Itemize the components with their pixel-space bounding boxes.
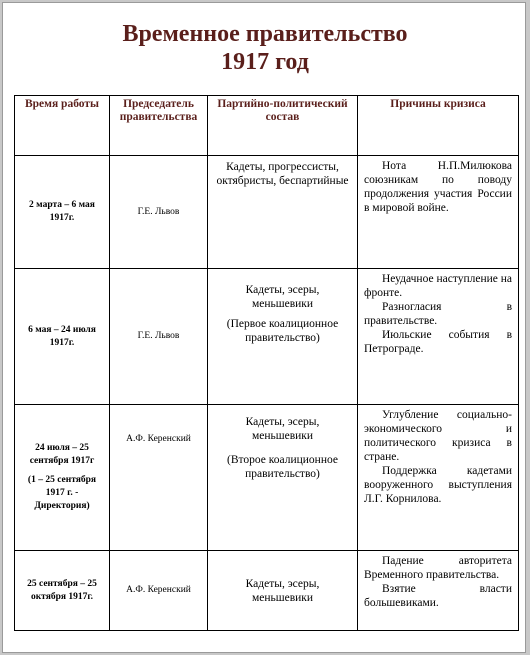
government-table: [14, 95, 519, 631]
period-note: (1 – 25 сентября 1917 г. - Директория): [27, 475, 97, 511]
period-cell: 25 сентября – 25 октября 1917г.: [15, 551, 110, 631]
party-cell: [208, 405, 358, 551]
party-cell: [208, 551, 358, 631]
party-text: Кадеты, эсеры, меньшевики: [245, 284, 320, 310]
header-cause: Причины кризиса: [358, 96, 519, 156]
chair-cell: Г.Е. Львов: [110, 156, 208, 269]
table-header-row: [15, 96, 519, 156]
cause-text: Падение авторитета Временного правительства.: [364, 555, 512, 581]
cause-text: Разногласия в правительстве.: [364, 301, 512, 327]
cause-text: Неудачное наступление на фронте.: [364, 273, 512, 299]
table-row: [15, 156, 519, 269]
party-cell: [208, 269, 358, 405]
document-page: [2, 2, 526, 653]
period-text: 24 июля – 25 сентября 1917г: [29, 443, 95, 466]
party-cell: [208, 156, 358, 269]
cause-text: Углубление социально-экономического и политического кризиса в стране.: [364, 409, 512, 463]
cause-text: Июльские события в Петрограде.: [364, 329, 512, 355]
cause-cell: [358, 269, 519, 405]
chair-cell: А.Ф. Керенский: [110, 551, 208, 631]
header-period: Время работы: [15, 96, 110, 156]
header-chair: Председатель правительства: [110, 96, 208, 156]
party-text: Кадеты, эсеры, меньшевики: [245, 416, 320, 442]
table-row: [15, 551, 519, 631]
cause-cell: [358, 156, 519, 269]
party-note: (Первое коалиционное правительство): [226, 318, 339, 344]
party-note: (Второе коалиционное правительство): [227, 454, 338, 480]
period-cell: 6 мая – 24 июля 1917г.: [15, 269, 110, 405]
cause-cell: [358, 405, 519, 551]
document-title: Временное правительство: [122, 21, 408, 47]
period-cell: 2 марта – 6 мая 1917г.: [15, 156, 110, 269]
header-party: Партийно-политический состав: [208, 96, 358, 156]
cause-text: Нота Н.П.Милюкова союзникам по поводу продолжения участия России в мировой войне.: [364, 160, 512, 214]
table-row: [15, 405, 519, 551]
period-cell: [15, 405, 110, 551]
cause-cell: [358, 551, 519, 631]
chair-cell: А.Ф. Керенский: [110, 405, 208, 551]
document-year: 1917 год: [221, 49, 309, 75]
chair-cell: Г.Е. Львов: [110, 269, 208, 405]
cause-text: Взятие власти большевиками.: [364, 583, 512, 609]
table-row: [15, 269, 519, 405]
party-text: Кадеты, эсеры, меньшевики: [245, 577, 320, 604]
cause-text: Поддержка кадетами вооруженного выступления Л.Г. Корнилова.: [364, 465, 512, 505]
party-text: Кадеты, прогрессисты, октябристы, беспартийные: [216, 161, 349, 187]
